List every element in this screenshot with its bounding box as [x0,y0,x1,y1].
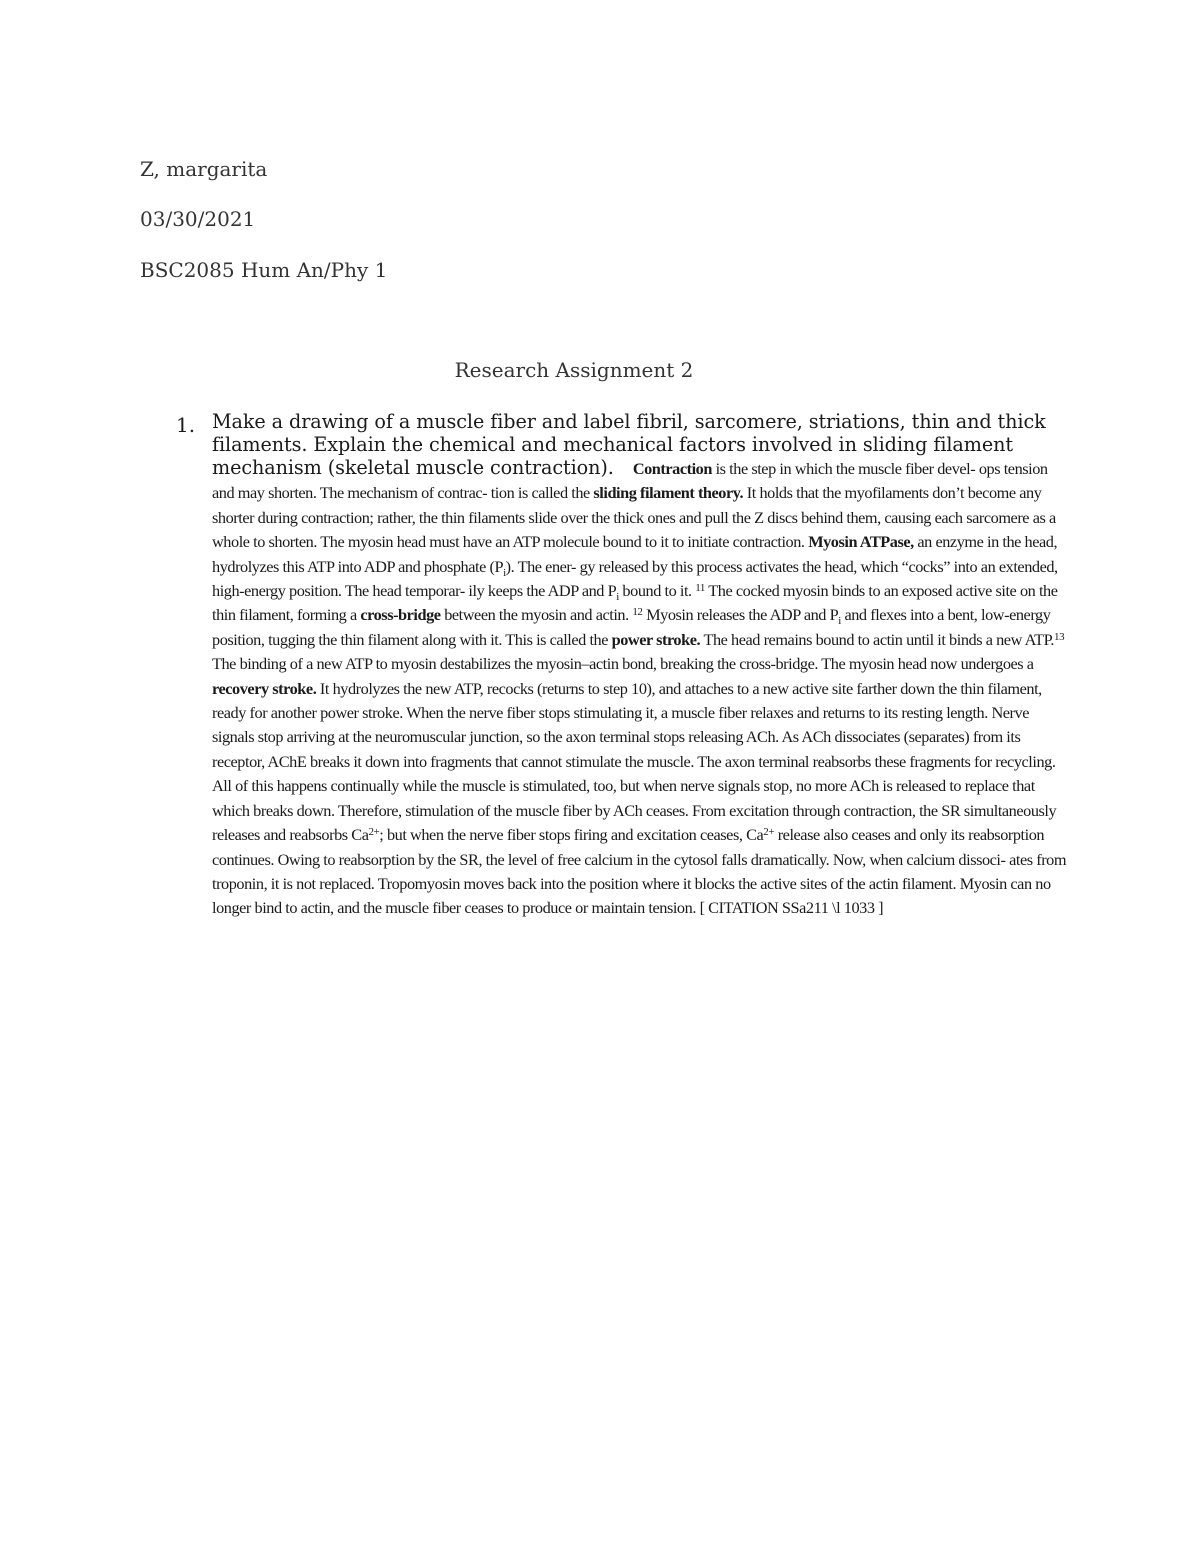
answer-segment: The cocked myosin binds to an exposed active site on the thin filament, forming a [212,581,1058,625]
subscript-i: i [616,591,619,604]
subscript-i: i [503,566,506,579]
answer-segment: an enzyme in the head, hydrolyzes this ATP into ADP and phosphate (P [212,532,1058,576]
answer-segment: It holds that the myofilaments don’t become any shorter during contraction; rather, the thin filaments slide over the thick ones and pull the Z discs behind them, causing each sarcomere as a whole to shorten. The myosin head must have an ATP molecule bound to it to initiate contraction. [212,483,1056,552]
term-power-stroke: power stroke. [611,629,701,649]
step-number-12: 12 [632,606,643,619]
subscript-i: i [838,615,841,628]
step-number-11: 11 [695,582,705,595]
citation-field: [ CITATION SSa211 \l 1033 ] [699,898,884,918]
term-contraction: Contraction [632,459,712,478]
question-item [212,410,1072,920]
answer-segment: is the step in which the muscle fiber devel- ops tension and may shorten. The mechanism of contrac- tion is called the [212,459,1048,503]
answer-text [212,459,1066,917]
submission-date: 03/30/2021 [140,207,256,231]
term-sliding-filament-theory: sliding filament theory. [593,483,744,503]
question-prompt: Make a drawing of a muscle fiber and label fibril, sarcomere, striations, thin and thick filaments. Explain the chemical and mechanical factors involved in sliding filament mechanism (skeletal muscle contraction). [212,410,1046,479]
course-name: BSC2085 Hum An/Phy 1 [140,258,388,282]
answer-segment: The head remains bound to actin until it binds a new ATP. [700,629,1055,649]
answer-segment: and flexes into a bent, low-energy position, tugging the thin filament along with it. This is called the [212,605,1051,649]
author-name: Z, margarita [140,157,268,181]
superscript-charge: 2+ [368,826,380,839]
answer-segment: between the myosin and actin. [440,605,633,625]
answer-segment: The binding of a new ATP to myosin destabilizes the myosin–actin bond, breaking the cross-bridge. The myosin head now undergoes a [212,654,1034,674]
question-number: 1. [176,413,196,437]
term-myosin-atpase: Myosin ATPase, [808,532,914,552]
answer-segment: release also ceases and only its reabsorption continues. Owing to reabsorption by the SR, the level of free calcium in the cytosol falls dramatically. Now, when calcium dissoci- ates from troponin, it is not replaced. Tropomyosin moves back into the position where it blocks the active sites of the actin filament. Myosin can no longer bind to actin, and the muscle fiber ceases to produce or maintain tension. [212,825,1067,918]
answer-segment: ). The ener- gy released by this process activates the head, which “cocks” into an extended, high-energy position. The head temporar- ily keeps the ADP and P [212,556,1058,601]
term-cross-bridge: cross-bridge [360,605,441,625]
step-number-13: 13 [1054,630,1065,643]
document-title: Research Assignment 2 [454,358,694,382]
answer-segment: It hydrolyzes the new ATP, recocks (returns to step 10), and attaches to a new active site farther down the thin filament, ready for another power stroke. When the nerve fiber stops stimulating it, a muscle fiber relaxes and returns to its resting length. Nerve signals stop arriving at the neuromuscular junction, so the axon terminal stops releasing ACh. As ACh dissociates (separates) from its receptor, AChE breaks it down into fragments that cannot stimulate the muscle. The axon terminal reabsorbs these fragments for recycling. All of this happens continually while the muscle is stimulated, too, but when nerve signals stop, no more ACh is released to replace that which breaks down. Therefore, stimulation of the muscle fiber by ACh ceases. From excitation through contraction, the SR simultaneously releases and reabsorbs Ca [212,678,1057,845]
superscript-charge: 2+ [763,826,775,839]
term-recovery-stroke: recovery stroke. [212,678,317,698]
answer-segment: bound to it. [618,581,696,601]
answer-segment: Myosin releases the ADP and P [642,605,839,625]
answer-segment: ; but when the nerve fiber stops firing and excitation ceases, Ca [379,825,764,845]
